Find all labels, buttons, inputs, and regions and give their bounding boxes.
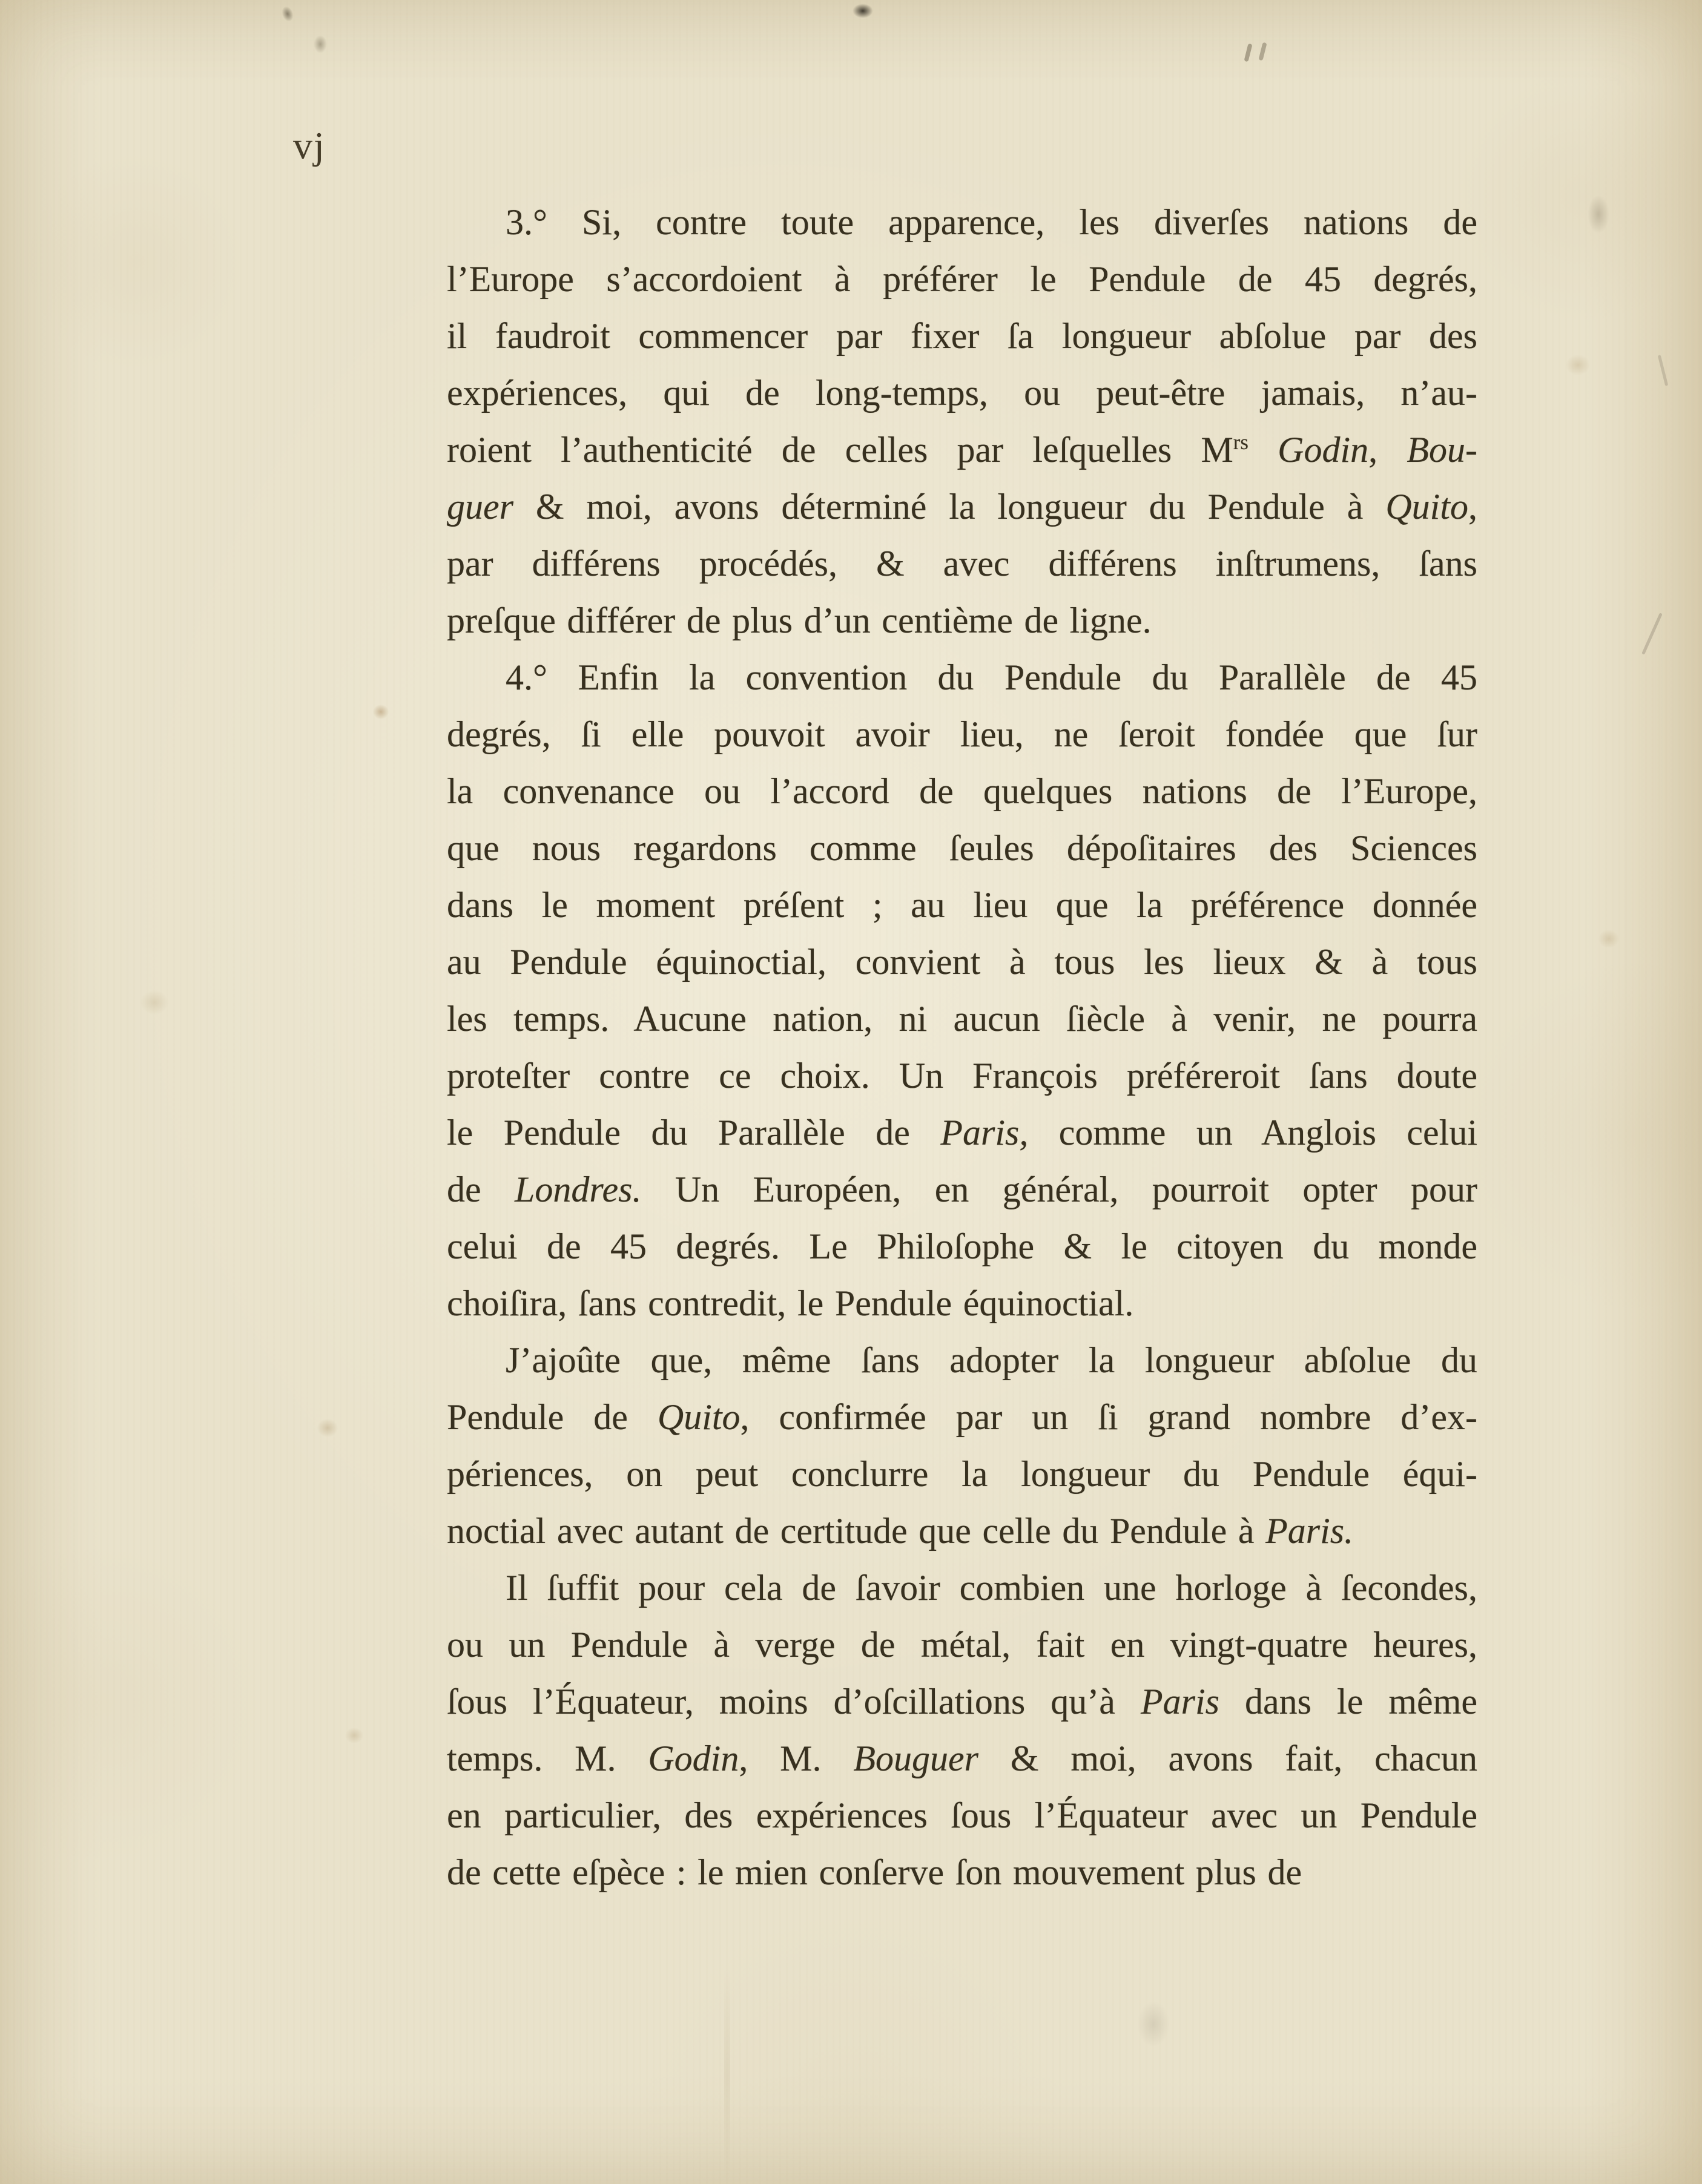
italic-text: Godin — [1278, 430, 1369, 470]
text-line — [447, 1446, 1477, 1502]
italic-text: Paris — [1140, 1682, 1219, 1722]
text-line — [447, 364, 1477, 421]
body-text: J’ajoûte que, même ſans adopter la longueur abſolue du — [506, 1340, 1477, 1380]
text-line — [447, 251, 1477, 308]
superscript-text: rs — [1233, 430, 1248, 454]
text-line — [447, 308, 1477, 364]
text-line — [447, 194, 1477, 251]
body-text: temps. M. — [447, 1738, 648, 1778]
body-text: 4.° Enfin la convention du Pendule du Parallèle de 45 — [506, 657, 1477, 697]
body-text: ou un Pendule à verge de métal, fait en vingt-quatre heures, — [447, 1625, 1477, 1665]
italic-text: Londres. — [515, 1169, 642, 1209]
body-text: le Pendule du Parallèle de — [447, 1113, 941, 1153]
text-line — [447, 478, 1477, 535]
text-line — [447, 1730, 1477, 1787]
foxing-spot — [140, 990, 168, 1015]
paper-stain — [1588, 195, 1609, 234]
foxing-spot — [373, 705, 389, 719]
body-text: l’Europe s’accordoient à préférer le Pendule de 45 degrés, — [447, 259, 1477, 299]
text-line — [447, 1389, 1477, 1446]
italic-text: Quito — [1385, 487, 1468, 527]
pencil-mark — [1658, 355, 1668, 386]
italic-text: Godin — [648, 1738, 739, 1778]
body-text: & moi, avons déterminé la longueur du Pendule à — [513, 487, 1386, 527]
text-line — [447, 1047, 1477, 1104]
body-text: expériences, qui de long-temps, ou peut-être jamais, n’au- — [447, 373, 1477, 413]
body-text: ſous l’Équateur, moins d’oſcillations qu’à — [447, 1682, 1141, 1722]
body-text: & moi, avons fait, chacun — [978, 1738, 1477, 1778]
pencil-mark — [1641, 613, 1663, 655]
text-line — [447, 820, 1477, 877]
body-text: noctial avec autant de certitude que celle du Pendule à — [447, 1511, 1266, 1551]
body-text: les temps. Aucune nation, ni aucun ſiècle à venir, ne pourra — [447, 999, 1477, 1039]
text-line — [447, 1275, 1477, 1332]
body-text: choiſira, ſans contredit, le Pendule équinoctial. — [447, 1283, 1134, 1323]
body-text: degrés, ſi elle pouvoit avoir lieu, ne ſeroit fondée que ſur — [447, 714, 1477, 754]
body-text: la convenance ou l’accord de quelques nations de l’Europe, — [447, 771, 1477, 811]
foxing-spot — [1566, 355, 1590, 375]
italic-text: Bouguer — [853, 1738, 978, 1778]
text-line — [447, 1161, 1477, 1218]
text-line — [447, 535, 1477, 592]
body-text: Un Européen, en général, pourroit opter pour — [641, 1169, 1477, 1209]
body-text — [1248, 430, 1278, 470]
body-text: 3.° Si, contre toute apparence, les diverſes nations de — [506, 202, 1477, 242]
italic-text: Paris, — [940, 1113, 1029, 1153]
body-text: en particulier, des expériences ſous l’Équateur avec un Pendule — [447, 1795, 1477, 1835]
italic-text: guer — [447, 487, 513, 527]
text-line — [447, 877, 1477, 933]
body-text: , — [1468, 487, 1477, 527]
text-line — [447, 1559, 1477, 1616]
text-line — [447, 1104, 1477, 1161]
ink-dot — [853, 4, 873, 18]
foxing-spot — [1598, 930, 1619, 948]
body-text: au Pendule équinoctial, convient à tous les lieux & à tous — [447, 942, 1477, 982]
stray-mark — [1244, 44, 1252, 62]
text-line — [447, 592, 1477, 649]
body-text: , confirmée par un ſi grand nombre d’ex- — [740, 1397, 1477, 1437]
body-text: il faudroit commencer par fixer ſa longueur abſolue par des — [447, 316, 1477, 356]
text-line — [447, 990, 1477, 1047]
stray-mark — [280, 5, 295, 24]
body-text: comme un Anglois celui — [1028, 1113, 1478, 1153]
body-text: , — [1368, 430, 1407, 470]
body-text: périences, on peut conclurre la longueur du Pendule équi- — [447, 1454, 1477, 1494]
text-line — [447, 1502, 1477, 1559]
stray-mark — [1258, 42, 1267, 61]
body-text: de — [447, 1169, 515, 1209]
body-text: proteſter contre ce choix. Un François préféreroit ſans doute — [447, 1056, 1477, 1096]
body-text: dans le moment préſent ; au lieu que la préférence donnée — [447, 885, 1477, 925]
body-text: , M. — [739, 1738, 854, 1778]
body-text: preſque différer de plus d’un centième de ligne. — [447, 600, 1152, 640]
text-line — [447, 1787, 1477, 1844]
body-text: par différens procédés, & avec différens inſtrumens, ſans — [447, 544, 1477, 584]
italic-text: Bou- — [1407, 430, 1478, 470]
show-through-mark — [1137, 2001, 1170, 2047]
text-line — [447, 933, 1477, 990]
text-line — [447, 1218, 1477, 1275]
foxing-spot — [317, 1419, 338, 1437]
text-block — [447, 194, 1477, 1901]
foxing-spot — [345, 1728, 363, 1743]
text-line — [447, 763, 1477, 820]
body-text: celui de 45 degrés. Le Philoſophe & le citoyen du monde — [447, 1226, 1477, 1266]
body-text: roient l’authenticité de celles par leſquelles M — [447, 430, 1233, 470]
body-text: de cette eſpèce : le mien conſerve ſon mouvement plus de — [447, 1852, 1302, 1892]
body-text: Il ſuffit pour cela de ſavoir combien une horloge à ſecondes, — [506, 1568, 1477, 1608]
text-line — [447, 1616, 1477, 1673]
stray-mark — [314, 35, 327, 53]
text-line — [447, 421, 1477, 478]
text-line — [447, 1673, 1477, 1730]
italic-text: Quito — [657, 1397, 741, 1437]
text-line — [447, 1332, 1477, 1389]
text-line — [447, 649, 1477, 706]
page-number: vj — [293, 124, 326, 167]
text-line — [447, 706, 1477, 763]
paper-crease — [724, 1967, 730, 2184]
body-text: que nous regardons comme ſeules dépoſitaires des Sciences — [447, 828, 1477, 868]
body-text: dans le même — [1219, 1682, 1477, 1722]
text-line — [447, 1844, 1477, 1901]
italic-text: Paris. — [1265, 1511, 1354, 1551]
body-text: Pendule de — [447, 1397, 658, 1437]
